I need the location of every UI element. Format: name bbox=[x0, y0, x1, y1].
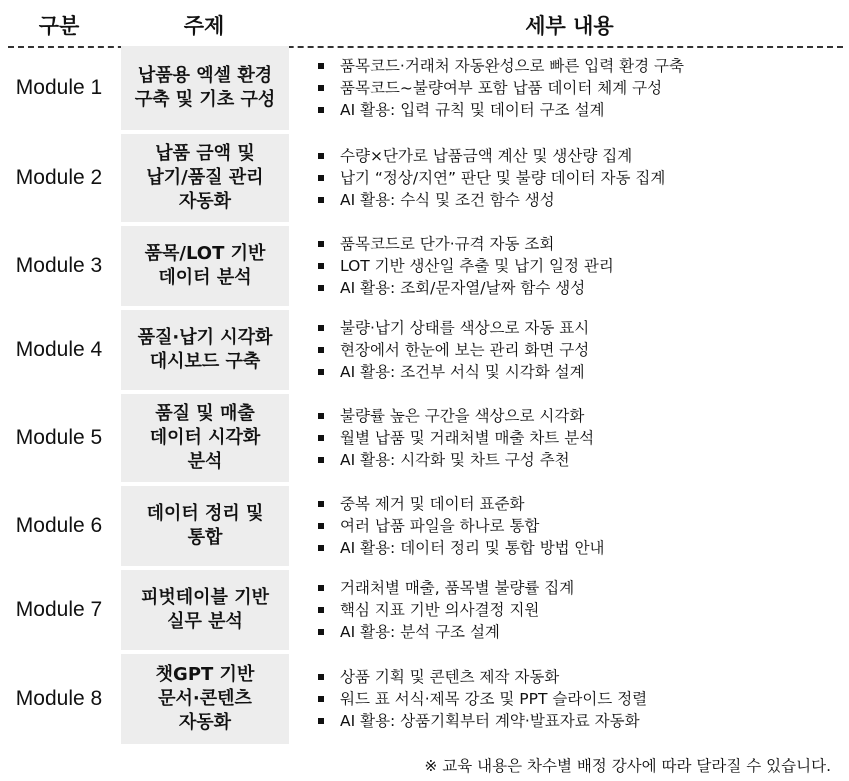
module-details bbox=[318, 570, 846, 650]
bullet-icon bbox=[318, 241, 324, 247]
bullet-icon bbox=[318, 501, 324, 507]
detail-text: 품목코드로 단가·규격 자동 조회 bbox=[340, 235, 555, 253]
bullet-icon bbox=[318, 347, 324, 353]
footnote: ※ 교육 내용은 차수별 배정 강사에 따라 달라질 수 있습니다. bbox=[424, 757, 831, 775]
bullet-icon bbox=[318, 607, 324, 613]
module-details bbox=[318, 654, 846, 744]
detail-text: 거래처별 매출, 품목별 불량률 집계 bbox=[340, 579, 575, 597]
detail-text: 핵심 지표 기반 의사결정 지원 bbox=[340, 601, 540, 619]
module-details bbox=[318, 226, 846, 306]
module-topic: 품목/LOT 기반 데이터 분석 bbox=[121, 226, 289, 306]
detail-text: AI 활용: 입력 규칙 및 데이터 구조 설계 bbox=[340, 101, 605, 119]
bullet-icon bbox=[318, 285, 324, 291]
detail-text: AI 활용: 데이터 정리 및 통합 방법 안내 bbox=[340, 539, 605, 557]
module-topic: 피벗테이블 기반 실무 분석 bbox=[121, 570, 289, 650]
bullet-icon bbox=[318, 674, 324, 680]
module-topic: 품질 및 매출 데이터 시각화 분석 bbox=[121, 394, 289, 482]
bullet-icon bbox=[318, 585, 324, 591]
detail-item bbox=[318, 666, 647, 688]
header-gubun: 구분 bbox=[38, 14, 80, 38]
module-row bbox=[0, 654, 849, 744]
detail-item bbox=[318, 189, 665, 211]
bullet-icon bbox=[318, 325, 324, 331]
bullet-icon bbox=[318, 413, 324, 419]
module-topic: 납품용 엑셀 환경 구축 및 기초 구성 bbox=[121, 46, 289, 130]
bullet-icon bbox=[318, 197, 324, 203]
bullet-icon bbox=[318, 696, 324, 702]
detail-text: AI 활용: 상품기획부터 계약·발표자료 자동화 bbox=[340, 712, 640, 730]
detail-text: LOT 기반 생산일 추출 및 납기 일정 관리 bbox=[340, 257, 614, 275]
detail-text: 여러 납품 파일을 하나로 통합 bbox=[340, 517, 540, 535]
module-topic: 납품 금액 및 납기/품질 관리 자동화 bbox=[121, 134, 289, 222]
module-label: Module 3 bbox=[15, 254, 103, 277]
bullet-icon bbox=[318, 369, 324, 375]
detail-item bbox=[318, 145, 665, 167]
bullet-icon bbox=[318, 523, 324, 529]
module-row bbox=[0, 394, 849, 482]
bullet-icon bbox=[318, 63, 324, 69]
detail-item bbox=[318, 361, 589, 383]
module-details bbox=[318, 310, 846, 390]
module-label: Module 8 bbox=[15, 687, 103, 710]
detail-item bbox=[318, 277, 614, 299]
header-topic: 주제 bbox=[183, 14, 225, 38]
detail-item bbox=[318, 710, 647, 732]
detail-text: 수량×단가로 납품금액 계산 및 생산량 집계 bbox=[340, 147, 633, 165]
module-label: Module 1 bbox=[15, 76, 103, 99]
detail-text: AI 활용: 분석 구조 설계 bbox=[340, 623, 500, 641]
module-topic: 데이터 정리 및 통합 bbox=[121, 486, 289, 566]
detail-item bbox=[318, 317, 589, 339]
detail-item bbox=[318, 493, 605, 515]
module-label: Module 2 bbox=[15, 166, 103, 189]
module-details bbox=[318, 486, 846, 566]
detail-text: 불량률 높은 구간을 색상으로 시각화 bbox=[340, 407, 585, 425]
detail-text: 워드 표 서식·제목 강조 및 PPT 슬라이드 정렬 bbox=[340, 690, 648, 708]
module-label: Module 4 bbox=[15, 338, 103, 361]
detail-item bbox=[318, 77, 684, 99]
detail-item bbox=[318, 339, 589, 361]
detail-item bbox=[318, 167, 665, 189]
bullet-icon bbox=[318, 435, 324, 441]
module-row bbox=[0, 310, 849, 390]
detail-item bbox=[318, 427, 594, 449]
detail-item bbox=[318, 55, 684, 77]
detail-text: 현장에서 한눈에 보는 관리 화면 구성 bbox=[340, 341, 590, 359]
detail-item bbox=[318, 537, 605, 559]
detail-item bbox=[318, 405, 594, 427]
table-header bbox=[0, 0, 849, 48]
module-row bbox=[0, 226, 849, 306]
module-row bbox=[0, 46, 849, 130]
detail-item bbox=[318, 255, 614, 277]
detail-item bbox=[318, 688, 647, 710]
bullet-icon bbox=[318, 175, 324, 181]
bullet-icon bbox=[318, 629, 324, 635]
module-label: Module 6 bbox=[15, 514, 103, 537]
header-detail: 세부 내용 bbox=[525, 14, 614, 38]
module-row bbox=[0, 134, 849, 222]
detail-text: 품목코드~불량여부 포함 납품 데이터 체계 구성 bbox=[340, 79, 663, 97]
detail-item bbox=[318, 99, 684, 121]
detail-item bbox=[318, 599, 574, 621]
module-topic: 품질·납기 시각화 대시보드 구축 bbox=[121, 310, 289, 390]
detail-item bbox=[318, 577, 574, 599]
module-details bbox=[318, 46, 846, 130]
module-label: Module 5 bbox=[15, 426, 103, 449]
detail-text: 납기 “정상/지연” 판단 및 불량 데이터 자동 집계 bbox=[340, 169, 666, 187]
detail-item bbox=[318, 621, 574, 643]
bullet-icon bbox=[318, 545, 324, 551]
module-row bbox=[0, 486, 849, 566]
bullet-icon bbox=[318, 457, 324, 463]
bullet-icon bbox=[318, 107, 324, 113]
bullet-icon bbox=[318, 85, 324, 91]
detail-text: AI 활용: 시각화 및 차트 구성 추천 bbox=[340, 451, 570, 469]
module-label: Module 7 bbox=[15, 598, 103, 621]
bullet-icon bbox=[318, 718, 324, 724]
detail-text: 월별 납품 및 거래처별 매출 차트 분석 bbox=[340, 429, 595, 447]
detail-text: 상품 기획 및 콘텐츠 제작 자동화 bbox=[340, 668, 560, 686]
detail-text: AI 활용: 조회/문자열/날짜 함수 생성 bbox=[340, 279, 586, 297]
detail-item bbox=[318, 515, 605, 537]
module-details bbox=[318, 134, 846, 222]
detail-item bbox=[318, 233, 614, 255]
bullet-icon bbox=[318, 153, 324, 159]
detail-text: AI 활용: 수식 및 조건 함수 생성 bbox=[340, 191, 555, 209]
module-details bbox=[318, 394, 846, 482]
detail-text: 품목코드·거래처 자동완성으로 빠른 입력 환경 구축 bbox=[340, 57, 684, 75]
module-row bbox=[0, 570, 849, 650]
bullet-icon bbox=[318, 263, 324, 269]
detail-text: 중복 제거 및 데이터 표준화 bbox=[340, 495, 525, 513]
detail-item bbox=[318, 449, 594, 471]
detail-text: 불량·납기 상태를 색상으로 자동 표시 bbox=[340, 319, 590, 337]
detail-text: AI 활용: 조건부 서식 및 시각화 설계 bbox=[340, 363, 585, 381]
module-topic: 챗GPT 기반 문서·콘텐츠 자동화 bbox=[121, 654, 289, 744]
